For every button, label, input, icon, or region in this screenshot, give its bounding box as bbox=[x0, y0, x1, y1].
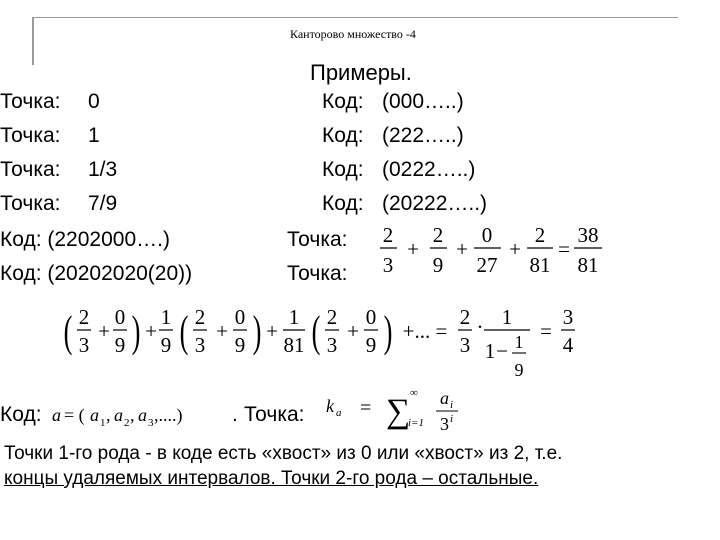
f2-geo-inner-den: 9 bbox=[514, 360, 524, 380]
svg-text:+: + bbox=[407, 237, 419, 261]
f2-geo-minus: − bbox=[496, 339, 508, 363]
svg-text:+: + bbox=[266, 319, 278, 343]
f1-result-den: 81 bbox=[577, 253, 599, 277]
code-label-2: Код: bbox=[322, 158, 364, 181]
bottom-line-2: концы удаляемых интервалов. Точки 2-го рода – остальные. bbox=[4, 468, 539, 489]
svg-text:=: = bbox=[558, 237, 570, 261]
point-value-3: 7/9 bbox=[88, 192, 118, 215]
f2-g3-num-0: 1 bbox=[288, 305, 300, 329]
svg-text:,: , bbox=[130, 405, 135, 425]
formula-1 bbox=[370, 218, 610, 280]
sum-icon: ∑ bbox=[386, 393, 411, 430]
f2-g0-num-1: 0 bbox=[114, 305, 126, 329]
f2-geo-num: 1 bbox=[501, 305, 513, 329]
gen-eq2: = bbox=[360, 397, 372, 419]
svg-text:): ) bbox=[383, 307, 393, 356]
slide-header: Канторово множество -4 bbox=[290, 27, 416, 41]
f2-g4-den-0: 3 bbox=[326, 333, 338, 357]
code-value-1: (222…..) bbox=[382, 124, 464, 147]
code-value-0: (000…..) bbox=[382, 90, 464, 113]
general-code-formula bbox=[50, 396, 240, 430]
gen-a: a bbox=[52, 405, 61, 425]
gen-sub2: 2 bbox=[124, 417, 130, 429]
svg-text:): ) bbox=[131, 307, 141, 356]
code-label-3: Код: bbox=[322, 192, 364, 215]
svg-text:): ) bbox=[252, 307, 262, 356]
f1-num-3: 2 bbox=[534, 223, 546, 247]
f1-num-2: 0 bbox=[481, 223, 493, 247]
point-value-0: 0 bbox=[88, 90, 100, 113]
f1-den-1: 9 bbox=[432, 253, 444, 277]
point-label-2: Точка: bbox=[0, 158, 61, 181]
f2-g3-den-0: 81 bbox=[283, 333, 305, 357]
f1-result-num: 38 bbox=[577, 223, 599, 247]
code-value-2: (0222…..) bbox=[382, 158, 476, 181]
f2-g1-num-0: 1 bbox=[160, 305, 172, 329]
point-value-2: 1/3 bbox=[88, 158, 118, 181]
slide-frame-top bbox=[32, 17, 678, 18]
svg-text:+: + bbox=[216, 319, 228, 343]
general-dot: . bbox=[232, 403, 238, 426]
gen-a1: a bbox=[90, 405, 99, 425]
gen-frac-den-sup: i bbox=[450, 413, 454, 425]
gen-a3: a bbox=[138, 405, 147, 425]
gen-frac-num-sub: i bbox=[450, 399, 454, 411]
svg-text:·: · bbox=[476, 315, 484, 339]
f2-g2-den-1: 9 bbox=[234, 333, 246, 357]
svg-text:,: , bbox=[106, 405, 111, 425]
code-row-0-point-label: Точка: bbox=[287, 228, 348, 251]
f2-g0-den-1: 9 bbox=[114, 333, 126, 357]
f2-g2-num-1: 0 bbox=[234, 305, 246, 329]
f2-g0-den-0: 3 bbox=[78, 333, 90, 357]
bottom-line-1: Точки 1-го рода - в коде есть «хвост» из 0 или «хвост» из 2, т.е. bbox=[4, 443, 563, 464]
f2-g4-num-1: 0 bbox=[365, 305, 377, 329]
svg-text:+: + bbox=[509, 237, 521, 261]
gen-a2: a bbox=[114, 405, 123, 425]
point-label-0: Точка: bbox=[0, 90, 61, 113]
svg-text:(: ( bbox=[311, 307, 321, 356]
f2-g2-num-0: 2 bbox=[194, 305, 206, 329]
slide-frame-left bbox=[32, 17, 34, 65]
code-label-0: Код: bbox=[322, 90, 364, 113]
svg-text:=: = bbox=[540, 319, 552, 343]
f2-g0-num-0: 2 bbox=[78, 305, 90, 329]
gen-sum-bottom: i=1 bbox=[408, 417, 424, 429]
f2-result-den: 4 bbox=[562, 333, 574, 357]
point-label-3: Точка: bbox=[0, 192, 61, 215]
point-value-1: 1 bbox=[88, 124, 100, 147]
svg-text:+: + bbox=[98, 319, 110, 343]
f2-g1-den-0: 9 bbox=[160, 333, 172, 357]
f2-g4-den-1: 9 bbox=[365, 333, 377, 357]
f2-factor-den: 3 bbox=[459, 333, 471, 357]
gen-tail: ,....) bbox=[154, 405, 183, 425]
svg-text:(: ( bbox=[179, 307, 189, 356]
f1-num-1: 2 bbox=[432, 223, 444, 247]
f2-g4-num-0: 2 bbox=[326, 305, 338, 329]
gen-ka: k bbox=[326, 396, 334, 416]
f2-g2-den-0: 3 bbox=[194, 333, 206, 357]
svg-text:+: + bbox=[347, 319, 359, 343]
gen-eq: = ( bbox=[64, 405, 85, 425]
f1-num-0: 2 bbox=[382, 223, 394, 247]
slide-title: Примеры. bbox=[310, 60, 412, 85]
svg-text:+: + bbox=[145, 319, 157, 343]
f2-factor-num: 2 bbox=[459, 305, 471, 329]
f2-geo-inner-num: 1 bbox=[514, 332, 524, 352]
f1-den-2: 27 bbox=[476, 253, 498, 277]
gen-sum-top: ∞ bbox=[410, 387, 418, 399]
code-row-1: Код: (20202020(20)) bbox=[0, 262, 193, 285]
f1-den-0: 3 bbox=[382, 253, 394, 277]
code-value-3: (20222…..) bbox=[382, 192, 488, 215]
general-code-label: Код: bbox=[0, 403, 42, 426]
gen-frac-num: a bbox=[440, 388, 449, 408]
formula-2 bbox=[60, 300, 600, 384]
general-point-formula bbox=[322, 384, 472, 440]
f2-result-num: 3 bbox=[562, 305, 574, 329]
svg-text:(: ( bbox=[63, 307, 73, 356]
gen-frac-den: 3 bbox=[440, 414, 449, 434]
code-row-1-point-label: Точка: bbox=[287, 262, 348, 285]
f1-den-3: 81 bbox=[529, 253, 551, 277]
gen-sub1: 1 bbox=[100, 417, 106, 429]
general-point-label: Точка: bbox=[244, 403, 305, 426]
f2-geo-one: 1 bbox=[484, 339, 496, 363]
code-row-0: Код: (2202000….) bbox=[0, 228, 170, 251]
f2-ellipsis: +... = bbox=[402, 319, 448, 343]
point-label-1: Точка: bbox=[0, 124, 61, 147]
svg-text:+: + bbox=[456, 237, 468, 261]
gen-sub3: 3 bbox=[148, 417, 154, 429]
code-label-1: Код: bbox=[322, 124, 364, 147]
gen-ka-sub: a bbox=[336, 407, 342, 419]
